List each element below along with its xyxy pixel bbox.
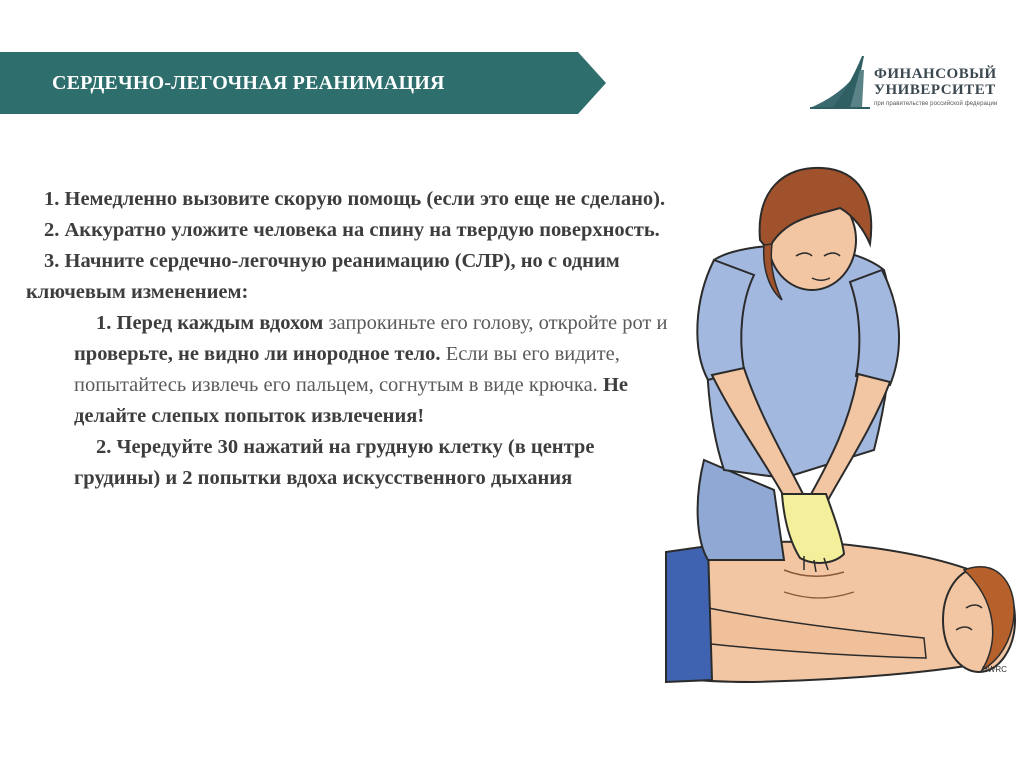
illustration-signature: HWRC — [982, 665, 1007, 674]
step-3: 3. Начните сердечно-легочную реанимацию (СЛР), но с одним ключевым изменением: — [26, 250, 620, 303]
substep-1-part: запрокиньте его голову, откройте рот и — [323, 312, 668, 334]
instructions-text — [26, 184, 676, 494]
logo-text-line3: при правительстве российской федерации — [874, 101, 998, 107]
cpr-illustration — [664, 160, 1024, 700]
step-1: 1. Немедленно вызовите скорую помощь (если это еще не сделано). — [44, 188, 666, 210]
substep-2-part: 2. Чередуйте 30 нажатий на грудную клетку (в центре грудины) и 2 попытки вдоха искусственного дыхания — [74, 436, 595, 489]
logo-text-line2: УНИВЕРСИТЕТ — [874, 82, 996, 98]
step-2: 2. Аккуратно уложите человека на спину на твердую поверхность. — [44, 219, 660, 241]
cpr-drawing-icon — [664, 160, 1024, 700]
substep-1-part: Не делайте слепых попыток извлечения! — [74, 374, 628, 427]
title-banner — [0, 52, 606, 114]
substep-2 — [74, 432, 676, 494]
logo-emblem-icon — [808, 50, 872, 112]
logo-text-line1: ФИНАНСОВЫЙ — [874, 66, 997, 82]
page-title: СЕРДЕЧНО-ЛЕГОЧНАЯ РЕАНИМАЦИЯ — [52, 72, 445, 94]
university-logo — [808, 50, 1008, 112]
substep-1-part: 1. Перед каждым вдохом — [96, 312, 324, 334]
substeps — [74, 308, 676, 494]
substep-1 — [74, 308, 676, 432]
substep-1-part: Если вы его видите, попытайтесь извлечь его пальцем, согнутым в виде крючка. — [74, 343, 620, 396]
substep-1-part: проверьте, не видно ли инородное тело. — [74, 343, 441, 365]
